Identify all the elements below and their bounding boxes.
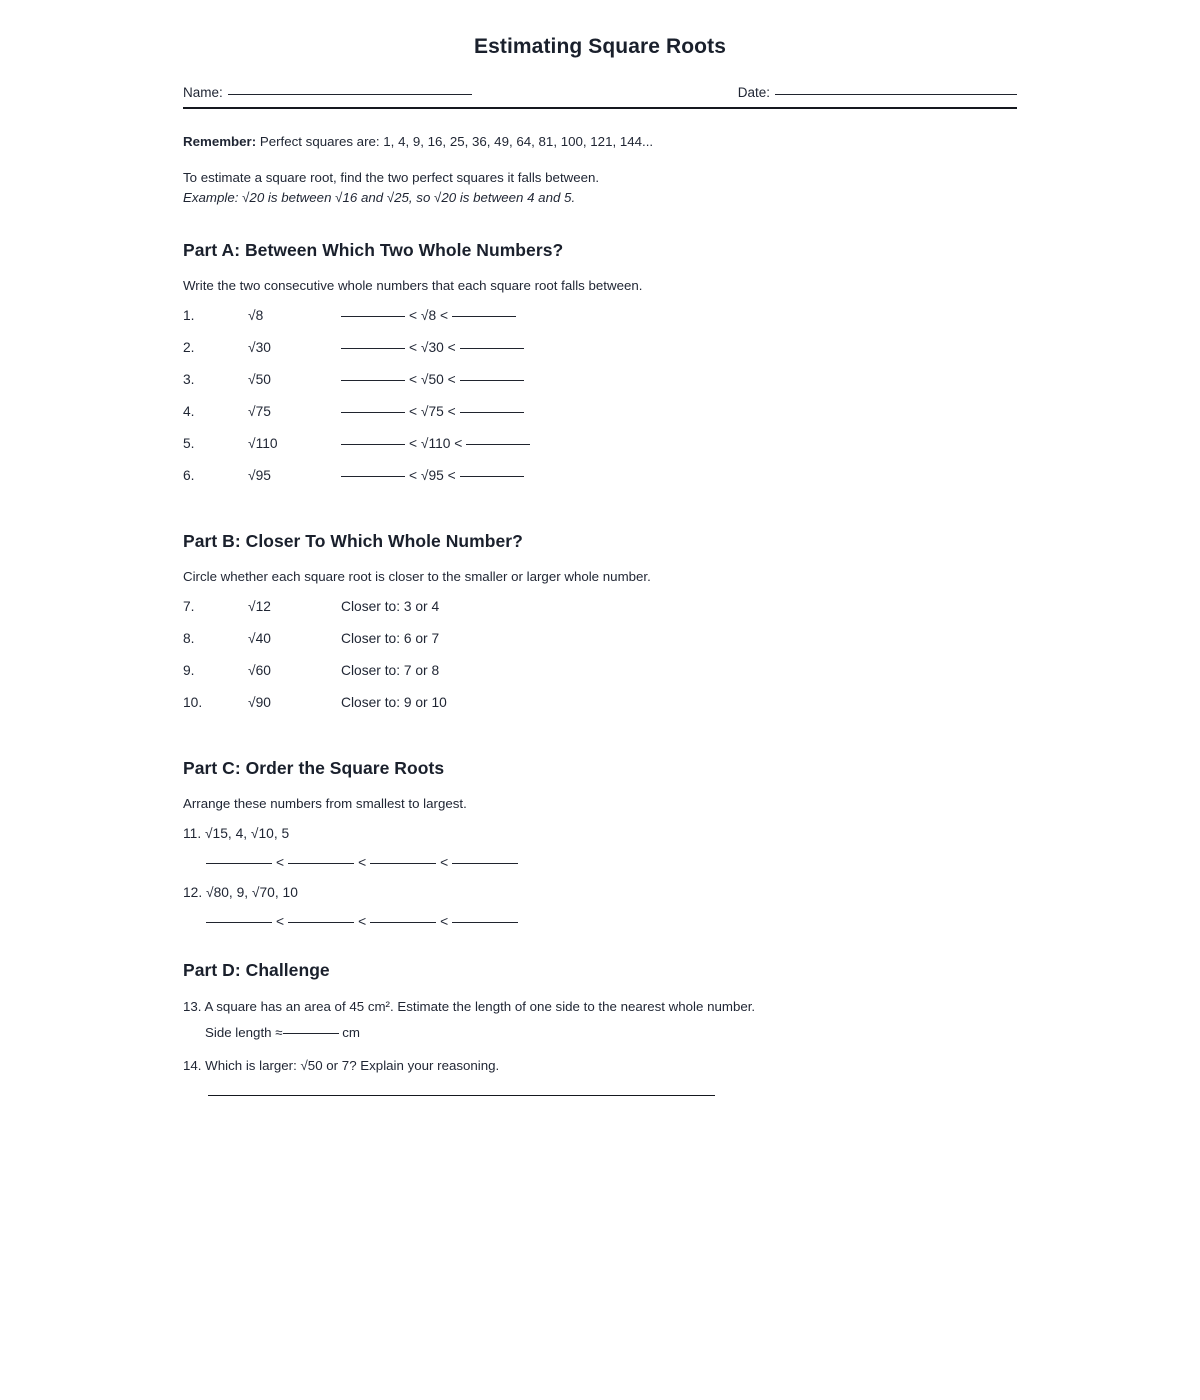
problem-expression: √40 — [248, 630, 271, 646]
side-length-label: Side length ≈ — [205, 1024, 283, 1040]
answer-blank-upper[interactable] — [460, 476, 524, 477]
remember-note — [183, 132, 1017, 153]
order-blank-1[interactable] — [206, 863, 272, 864]
order-blank-4[interactable] — [452, 922, 518, 923]
order-separator: < — [358, 913, 367, 929]
part-d-heading: Part D: Challenge — [183, 959, 330, 980]
date-label: Date: — [737, 85, 770, 100]
name-date-row — [183, 85, 1017, 100]
problem-answer — [341, 404, 524, 419]
side-length-blank[interactable] — [283, 1033, 339, 1034]
order-answer-row-11 — [206, 855, 1017, 870]
date-field-group — [738, 85, 1017, 100]
problem-number: 6. — [183, 467, 195, 483]
order-answer-row-12 — [206, 914, 1017, 929]
order-separator: < — [358, 854, 367, 870]
answer-blank-upper[interactable] — [460, 412, 524, 413]
problem-expression: √50 — [248, 371, 271, 387]
howto-text: To estimate a square root, find the two perfect squares it falls between. — [183, 169, 600, 185]
problem-number: 4. — [183, 403, 195, 419]
part-b-list — [183, 599, 1017, 727]
part-a-heading: Part A: Between Which Two Whole Numbers? — [183, 239, 564, 260]
example-text: Example: √20 is between √16 and √25, so √20 is between 4 and 5. — [183, 190, 576, 206]
answer-blank-upper[interactable] — [452, 316, 516, 317]
comparison-text: < √95 < — [409, 467, 456, 483]
order-blank-3[interactable] — [370, 863, 436, 864]
table-row — [183, 599, 1017, 631]
problem-answer — [341, 436, 530, 451]
closer-choice[interactable]: Closer to: 7 or 8 — [341, 662, 440, 678]
table-row — [183, 695, 1017, 727]
order-prompt-12: 12. √80, 9, √70, 10 — [183, 884, 298, 900]
problem-expression: √110 — [248, 435, 278, 451]
problem-expression: √30 — [248, 339, 271, 355]
comparison-text: < √30 < — [409, 339, 456, 355]
answer-blank-lower[interactable] — [341, 444, 405, 445]
problem-answer — [341, 308, 516, 323]
comparison-text: < √110 < — [409, 435, 463, 451]
comparison-text: < √75 < — [409, 403, 456, 419]
problem-expression: √90 — [248, 694, 271, 710]
problem-answer — [341, 372, 524, 387]
order-blank-2[interactable] — [288, 922, 354, 923]
problem-expression: √60 — [248, 662, 271, 678]
part-a-instruction: Write the two consecutive whole numbers that each square root falls between. — [183, 277, 643, 293]
part-c-heading: Part C: Order the Square Roots — [183, 757, 445, 778]
closer-choice[interactable]: Closer to: 3 or 4 — [341, 598, 440, 614]
answer-blank-lower[interactable] — [341, 348, 405, 349]
table-row — [183, 372, 1017, 404]
problem-number: 3. — [183, 371, 195, 387]
order-blank-4[interactable] — [452, 863, 518, 864]
comparison-text: < √8 < — [409, 307, 449, 323]
worksheet-content — [183, 0, 1017, 1096]
challenge-answer-14-line[interactable] — [208, 1095, 715, 1096]
remember-label: Remember: — [183, 134, 257, 149]
problem-number: 10. — [183, 694, 203, 710]
comparison-text: < √50 < — [409, 371, 456, 387]
problem-expression: √12 — [248, 598, 271, 614]
challenge-question-13: 13. A square has an area of 45 cm². Estimate the length of one side to the nearest whole number. — [183, 998, 756, 1014]
problem-number: 5. — [183, 435, 195, 451]
table-row — [183, 468, 1017, 500]
closer-choice[interactable]: Closer to: 9 or 10 — [341, 694, 447, 710]
order-separator: < — [440, 854, 449, 870]
problem-number: 2. — [183, 339, 195, 355]
problem-number: 9. — [183, 662, 195, 678]
answer-blank-lower[interactable] — [341, 476, 405, 477]
table-row — [183, 436, 1017, 468]
answer-blank-upper[interactable] — [460, 380, 524, 381]
table-row — [183, 340, 1017, 372]
answer-blank-upper[interactable] — [466, 444, 530, 445]
part-a-list — [183, 308, 1017, 500]
problem-number: 1. — [183, 307, 195, 323]
part-b-instruction: Circle whether each square root is closer to the smaller or larger whole number. — [183, 568, 651, 584]
order-blank-2[interactable] — [288, 863, 354, 864]
answer-blank-lower[interactable] — [341, 412, 405, 413]
challenge-question-14: 14. Which is larger: √50 or 7? Explain your reasoning. — [183, 1057, 500, 1073]
problem-expression: √95 — [248, 467, 271, 483]
name-label: Name: — [183, 85, 223, 100]
order-prompt-11: 11. √15, 4, √10, 5 — [183, 825, 290, 841]
name-input-line[interactable] — [228, 94, 472, 95]
order-blank-3[interactable] — [370, 922, 436, 923]
problem-expression: √75 — [248, 403, 271, 419]
table-row — [183, 631, 1017, 663]
order-separator: < — [276, 854, 285, 870]
closer-choice[interactable]: Closer to: 6 or 7 — [341, 630, 440, 646]
table-row — [183, 308, 1017, 340]
problem-answer — [341, 468, 524, 483]
problem-expression: √8 — [248, 307, 264, 323]
remember-text: Perfect squares are: 1, 4, 9, 16, 25, 36, 49, 64, 81, 100, 121, 144... — [256, 134, 654, 149]
page-title: Estimating Square Roots — [473, 35, 726, 58]
part-b-heading: Part B: Closer To Which Whole Number? — [183, 530, 523, 551]
challenge-answer-13 — [205, 1025, 1017, 1040]
answer-blank-lower[interactable] — [341, 316, 405, 317]
order-separator: < — [276, 913, 285, 929]
order-separator: < — [440, 913, 449, 929]
date-input-line[interactable] — [775, 94, 1017, 95]
answer-blank-upper[interactable] — [460, 348, 524, 349]
header-divider — [183, 107, 1017, 109]
name-field-group — [183, 85, 472, 100]
table-row — [183, 663, 1017, 695]
problem-answer — [341, 340, 524, 355]
side-length-unit: cm — [342, 1024, 360, 1040]
part-c-instruction: Arrange these numbers from smallest to largest. — [183, 795, 467, 811]
answer-blank-lower[interactable] — [341, 380, 405, 381]
problem-number: 7. — [183, 598, 195, 614]
table-row — [183, 404, 1017, 436]
problem-number: 8. — [183, 630, 195, 646]
order-blank-1[interactable] — [206, 922, 272, 923]
